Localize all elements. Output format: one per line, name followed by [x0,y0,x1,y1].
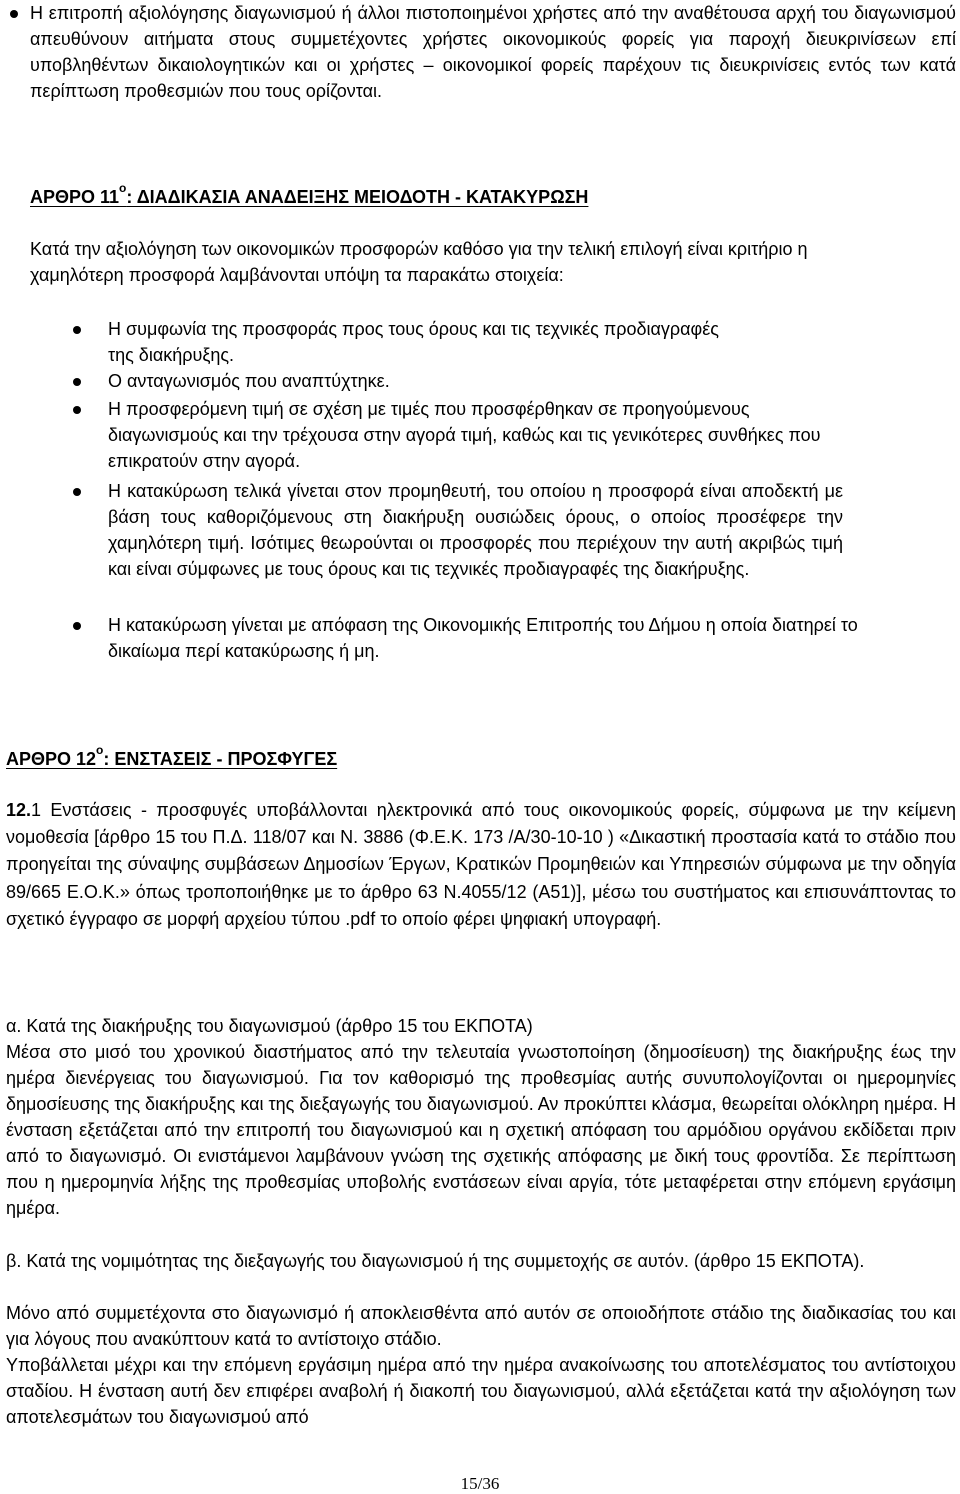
bullet-icon [73,378,81,386]
article-12-heading-sup: ο [96,743,104,757]
article-12-heading-suffix: : ΕΝΣΤΑΣΕΙΣ - ΠΡΟΣΦΥΓΕΣ [103,749,338,769]
bullet-icon [73,622,81,630]
article-11-bullet-5: Η κατακύρωση γίνεται με απόφαση της Οικονομικής Επιτροπής του Δήμου η οποία διατηρεί το δικαίωμα περί κατακύρωσης ή μη. [108,615,858,661]
alpha-body: Μέσα στο μισό του χρονικού διαστήματος από την τελευταία γνωστοποίηση (δημοσίευση) της διακήρυξης έως την ημέρα διενέργειας του διαγωνισμού. Για τον καθορισμό της προθεσμίας αυτής συνυπολογίζονται οι ημερομηνίες δημοσίευσης της διακήρυξης και της διεξαγωγής του διαγωνισμού. Αν προκύπτει κλάσμα, θεωρείται ολόκληρη ημέρα. Η ένσταση εξετάζεται από την επιτροπή του διαγωνισμού και η σχετική απόφαση του αρμόδιου οργάνου εκδίδεται πριν από το διαγωνισμό. Οι ενιστάμενοι λαμβάνουν γνώση της σχετικής απόφασης με δική τους φροντίδα. Σε περίπτωση που η ημερομηνία λήξης της προθεσμίας υποβολής ενστάσεων είναι αργία, τότε μεταφέρεται στην επόμενη εργάσιμη ημέρα. [6,1042,956,1218]
article-11-heading-sup: ο [119,181,127,195]
beta-paragraph-1: Μόνο από συμμετέχοντα στο διαγωνισμό ή αποκλεισθέντα από αυτόν σε οποιοδήποτε στάδιο της διαδικασίας του και για λόγους που ανακύπτουν κατά το αντίστοιχο στάδιο. [6,1303,956,1349]
article-11-bullet-1: Η συμφωνία της προσφοράς προς τους όρους και τις τεχνικές προδιαγραφές της διακήρυξης. [108,319,719,365]
paragraph-12-1-number: 12. [6,800,32,820]
article-11-heading [30,181,589,210]
article-11-heading-suffix: : ΔΙΑΔΙΚΑΣΙΑ ΑΝΑΔΕΙΞΗΣ ΜΕΙΟΔΟΤΗ - ΚΑΤΑΚΥΡΩΣΗ [126,187,589,207]
intro-bullet-text: Η επιτροπή αξιολόγησης διαγωνισμού ή άλλοι πιστοποιημένοι χρήστες από την αναθέτουσα αρχή του διαγωνισμού απευθύνουν αιτήματα στους συμμετέχοντες χρήστες οικονομικούς φορείς για παροχή διευκρινίσεων επί υποβληθέντων δικαιολογητικών και οι χρήστες – οικονομικοί φορείς παρέχουν τις διευκρινίσεις εντός των κατά περίπτωση προθεσμιών που τους ορίζονται. [30,3,956,101]
bullet-icon [10,10,18,18]
alpha-title: α. Κατά της διακήρυξης του διαγωνισμού (άρθρο 15 του ΕΚΠΟΤΑ) [6,1016,533,1036]
paragraph-12-1-text: 1 Ενστάσεις - προσφυγές υποβάλλονται ηλεκτρονικά από τους οικονομικούς φορείς, σύμφωνα με την κείμενη νομοθεσία [άρθρο 15 του Π.Δ. 118/07 και Ν. 3886 (Φ.Ε.Κ. 173 /Α/30-10-10 ) «Δικαστική προστασία κατά το στάδιο που προηγείται της σύναψης συμβάσεων Δημοσίων Έργων, Κρατικών Προμηθειών και Υπηρεσιών σύμφωνα με την οδηγία 89/665 Ε.Ο.Κ.» όπως τροποποιήθηκε με το άρθρο 63 Ν.4055/12 (Α51)], μέσω του συστήματος και επισυνάπτοντας το σχετικό έγγραφο σε μορφή αρχείου τύπου .pdf το οποίο φέρει ψηφιακή υπογραφή. [6,800,956,929]
bullet-icon [73,326,81,334]
article-12-heading [6,743,338,772]
bullet-icon [73,406,81,414]
beta-title: β. Κατά της νομιμότητας της διεξαγωγής του διαγωνισμού ή της συμμετοχής σε αυτόν. (άρθρο 15 ΕΚΠΟΤΑ). [6,1251,865,1271]
beta-paragraph-2: Υποβάλλεται μέχρι και την επόμενη εργάσιμη ημέρα από την ημέρα ανακοίνωσης του αποτελέσματος του αντίστοιχου σταδίου. Η ένσταση αυτή δεν επιφέρει αναβολή ή διακοπή του διαγωνισμού, αλλά εξετάζεται κατά την αξιολόγηση των αποτελεσμάτων του διαγωνισμού από [6,1355,956,1427]
page-number: 15/36 [460,1474,500,1493]
article-11-heading-prefix: ΑΡΘΡΟ 11 [30,187,120,207]
article-12-heading-prefix: ΑΡΘΡΟ 12 [6,749,97,769]
bullet-icon [73,488,81,496]
article-11-bullet-4: Η κατακύρωση τελικά γίνεται στον προμηθευτή, του οποίου η προσφορά είναι αποδεκτή με βάση τους καθοριζόμενους στη διακήρυξη ουσιώδεις όρους, ο οποίος προσέφερε την χαμηλότερη τιμή. Ισότιμες θεωρούνται οι προσφορές που περιέχουν την αυτή ακριβώς τιμή και είναι σύμφωνες με τους όρους και τις τεχνικές προδιαγραφές της διακήρυξης. [108,481,843,579]
article-11-bullet-2: Ο ανταγωνισμός που αναπτύχτηκε. [108,371,390,391]
article-11-bullet-3: Η προσφερόμενη τιμή σε σχέση με τιμές που προσφέρθηκαν σε προηγούμενους διαγωνισμούς και την τρέχουσα στην αγορά τιμή, καθώς και τις γενικότερες συνθήκες που επικρατούν στην αγορά. [108,399,821,471]
article-11-intro: Κατά την αξιολόγηση των οικονομικών προσφορών καθόσο για την τελική επιλογή είναι κριτήριο η χαμηλότερη προσφορά λαμβάνονται υπόψη τα παρακάτω στοιχεία: [30,239,808,285]
paragraph-12-1 [6,797,956,933]
